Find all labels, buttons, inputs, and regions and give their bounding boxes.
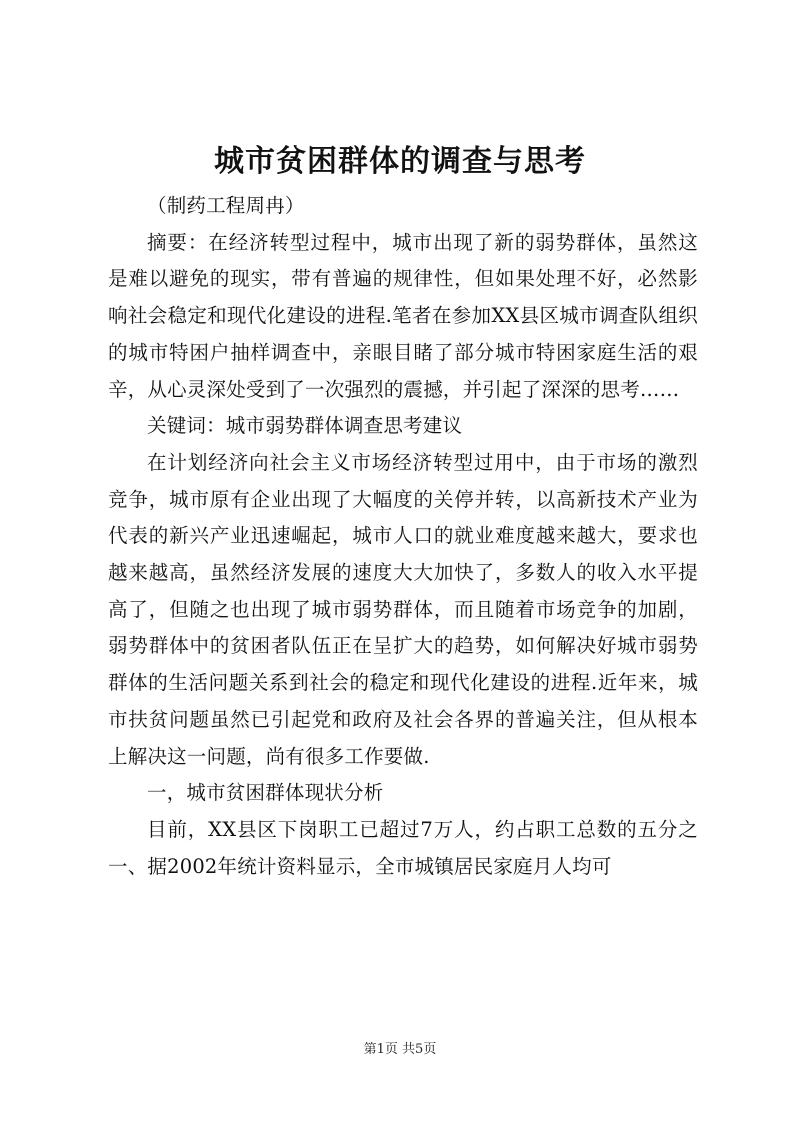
body-paragraph: 目前，XX县区下岗职工已超过7万人，约占职工总数的五分之一、据2002年统计资料显示，全市城镇居民家庭月人均可 [108, 817, 698, 878]
document-title: 城市贫困群体的调查与思考 [214, 144, 586, 179]
document-body [108, 188, 698, 885]
page-number-footer: 第1页 共5页 [363, 1042, 437, 1057]
keywords-line: 关键词：城市弱势群体调查思考建议 [147, 414, 463, 438]
abstract-paragraph: 摘要：在经济转型过程中，城市出现了新的弱势群体，虽然这是难以避免的现实，带有普遍的规律性，但如果处理不好，必然影响社会稳定和现代化建设的进程.笔者在参加XX县区城市调查队组织的城市特困户抽样调查中，亲眼目睹了部分城市特困家庭生活的艰辛，从心灵深处受到了一次强烈的震撼，并引起了深深的思考…… [108, 230, 698, 401]
author-line: （制药工程周冉） [147, 194, 305, 217]
section-heading: 一，城市贫困群体现状分析 [147, 781, 384, 805]
body-paragraph: 在计划经济向社会主义市场经济转型过用中，由于市场的激烈竞争，城市原有企业出现了大幅度的关停并转，以高新技术产业为代表的新兴产业迅速崛起，城市人口的就业难度越来越大，要求也越来越高，虽然经济发展的速度大大加快了，多数人的收入水平提高了，但随之也出现了城市弱势群体，而且随着市场竞争的加剧，弱势群体中的贫困者队伍正在呈扩大的趋势，如何解决好城市弱势群体的生活问题关系到社会的稳定和现代化建设的进程.近年来，城市扶贫问题虽然已引起党和政府及社会各界的普遍关注，但从根本上解决这一问题，尚有很多工作要做. [108, 450, 698, 768]
